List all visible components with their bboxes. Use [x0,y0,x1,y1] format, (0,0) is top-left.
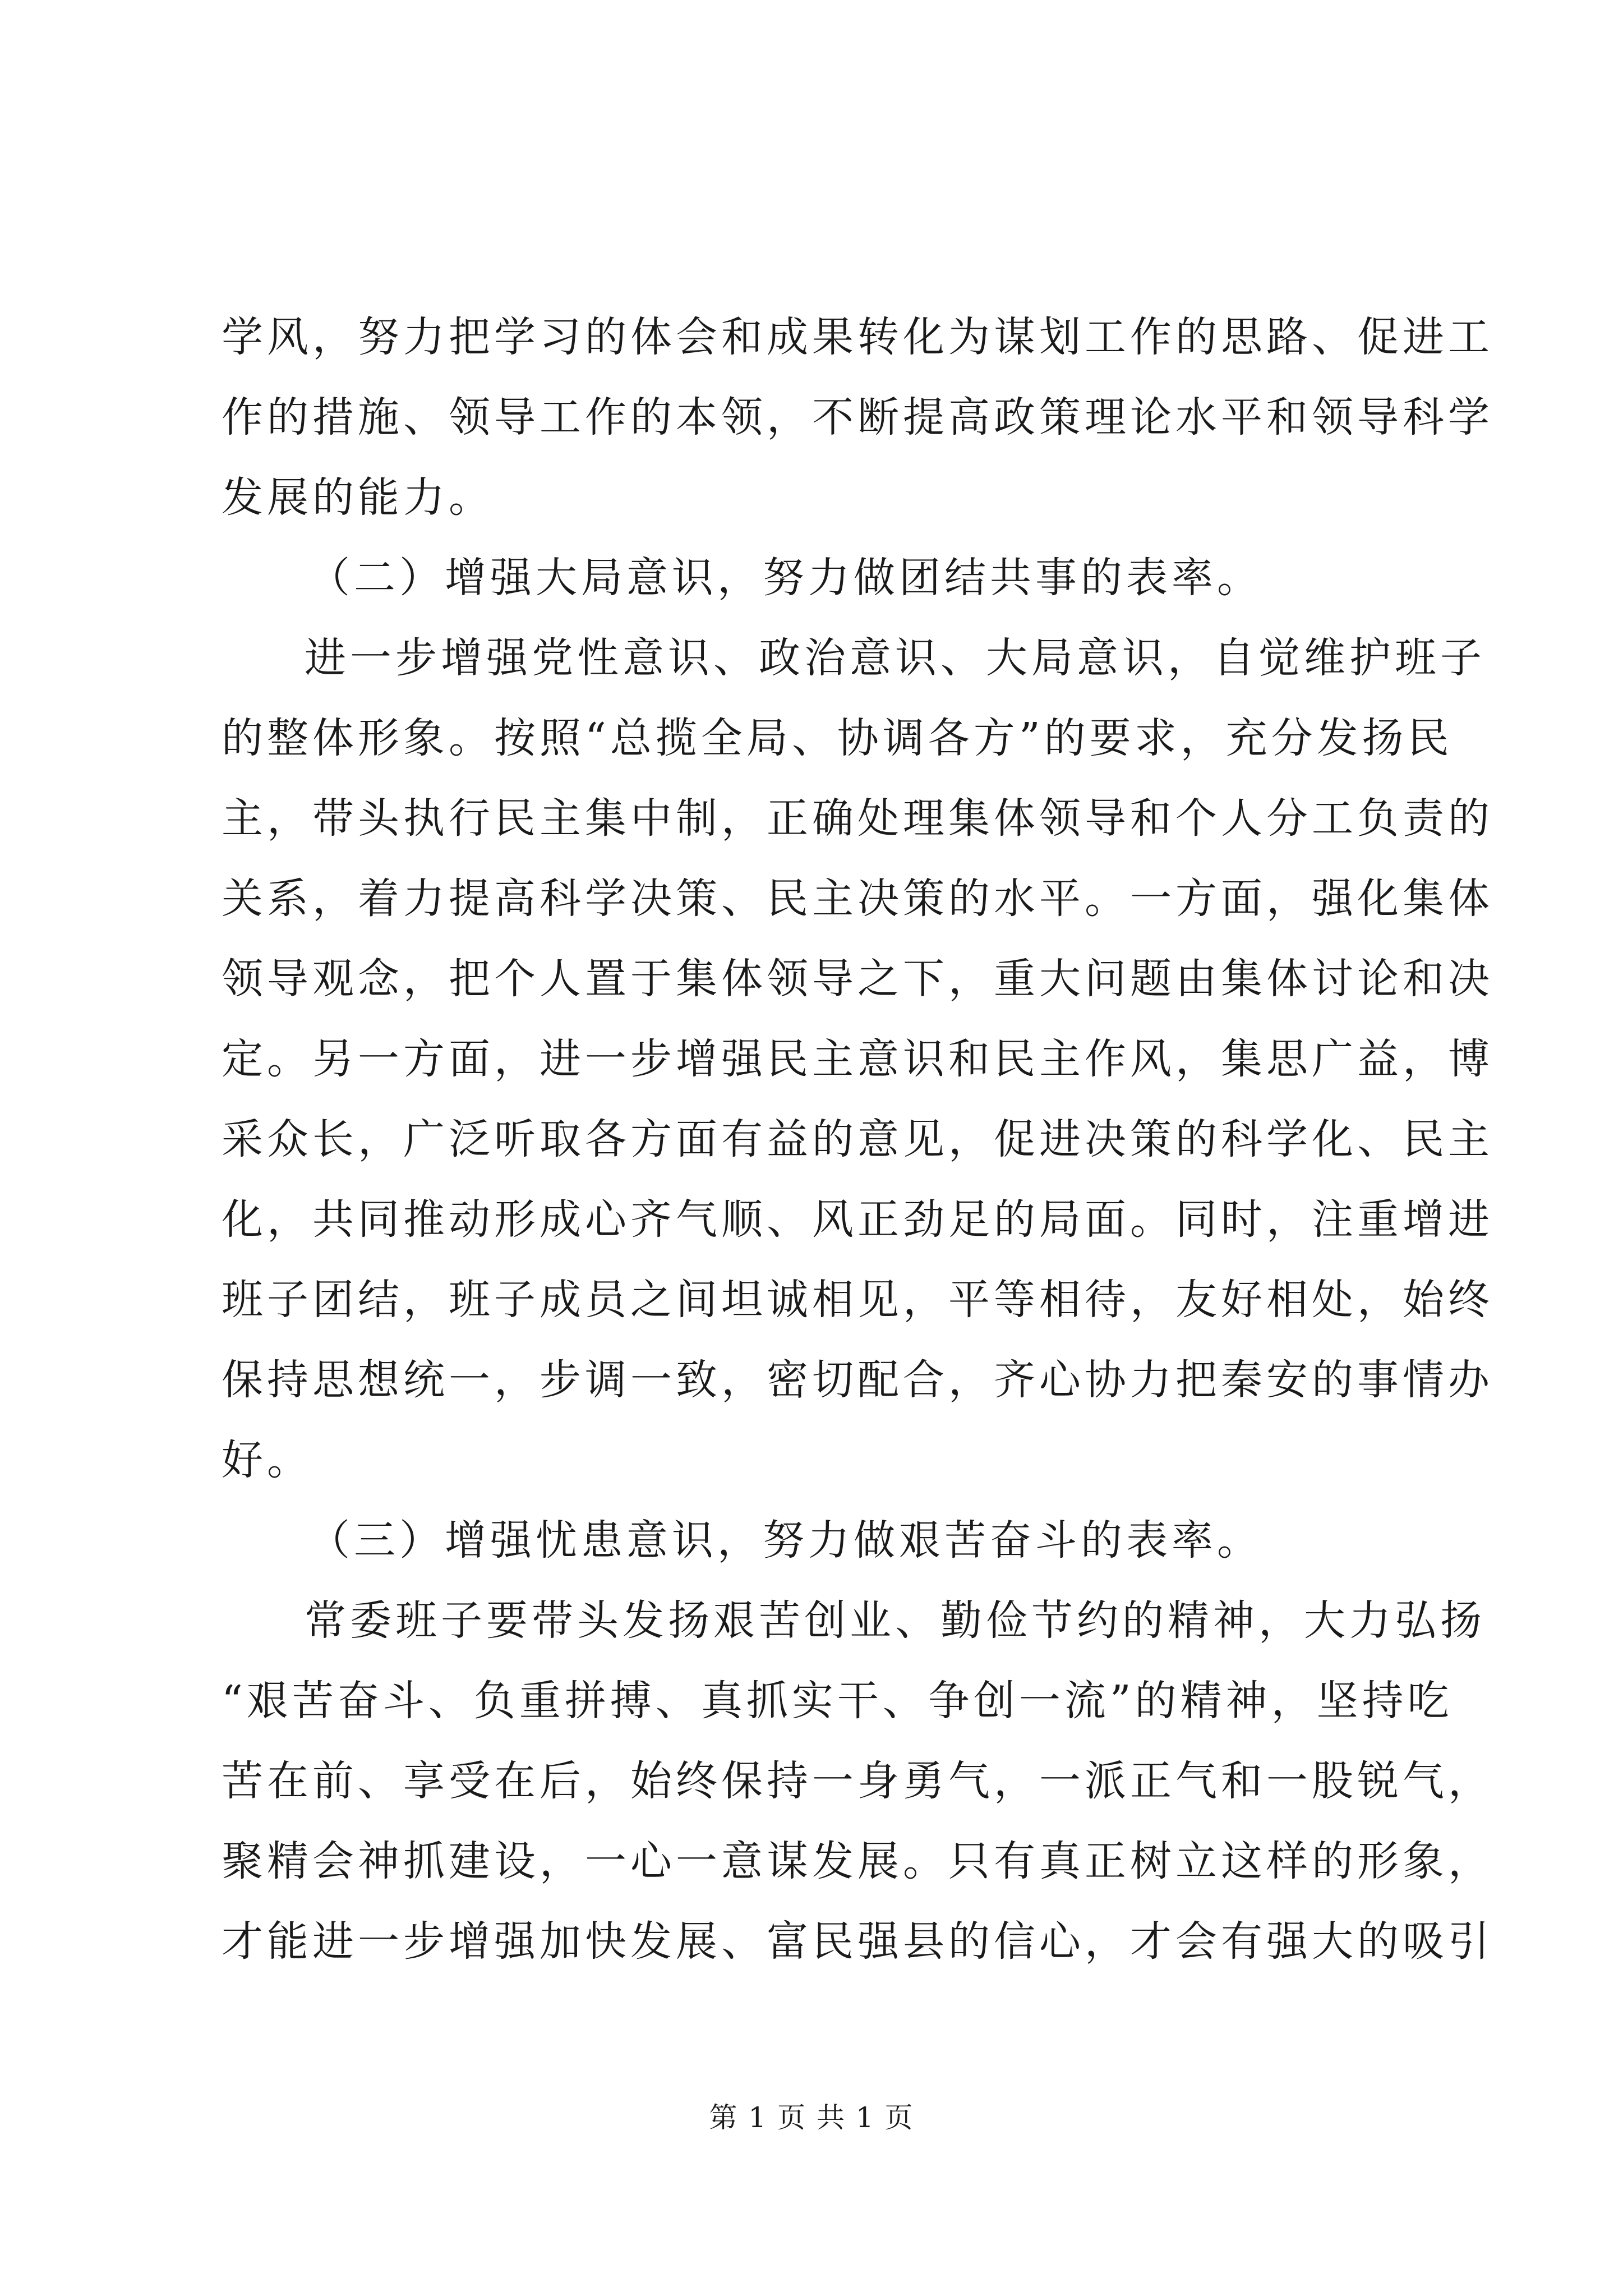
section-heading: （二）增强大局意识，努力做团结共事的表率。 [308,554,1262,602]
text-line: 采众长，广泛听取各方面有益的意见，促进决策的科学化、民主 [222,1115,1493,1163]
text-line: 学风，努力把学习的体会和成果转化为谋划工作的思路、促进工 [222,313,1493,361]
text-line: 关系，着力提高科学决策、民主决策的水平。一方面，强化集体 [222,875,1493,923]
text-line: 班子团结，班子成员之间坦诚相见，平等相待，友好相处，始终 [222,1276,1493,1324]
text-line: 作的措施、领导工作的本领，不断提高政策理论水平和领导科学 [222,393,1493,441]
text-line: 保持思想统一，步调一致，密切配合，齐心协力把秦安的事情办 [222,1356,1493,1404]
page-number-footer: 第 1 页 共 1 页 [709,2101,914,2134]
text-line: 聚精会神抓建设，一心一意谋发展。只有真正树立这样的形象， [222,1837,1493,1885]
text-line: 发展的能力。 [222,473,494,522]
text-line: “艰苦奋斗、负重拼搏、真抓实干、争创一流”的精神，坚持吃 [222,1677,1453,1725]
text-line: 苦在前、享受在后，始终保持一身勇气，一派正气和一股锐气， [222,1757,1493,1805]
text-line: 的整体形象。按照“总揽全局、协调各方”的要求，充分发扬民 [222,714,1453,762]
text-line: 才能进一步增强加快发展、富民强县的信心，才会有强大的吸引 [222,1917,1493,1966]
text-line: 主，带头执行民主集中制，正确处理集体领导和个人分工负责的 [222,794,1493,843]
paragraph-first-line: 进一步增强党性意识、政治意识、大局意识，自觉维护班子 [305,634,1486,682]
text-line: 好。 [222,1436,312,1484]
section-heading: （三）增强忧患意识，努力做艰苦奋斗的表率。 [308,1516,1262,1565]
paragraph-first-line: 常委班子要带头发扬艰苦创业、勤俭节约的精神，大力弘扬 [305,1596,1486,1645]
text-line: 领导观念，把个人置于集体领导之下，重大问题由集体讨论和决 [222,955,1493,1003]
text-line: 化，共同推动形成心齐气顺、风正劲足的局面。同时，注重增进 [222,1195,1493,1244]
document-body [222,297,1493,1982]
text-line: 定。另一方面，进一步增强民主意识和民主作风，集思广益，博 [222,1035,1493,1083]
